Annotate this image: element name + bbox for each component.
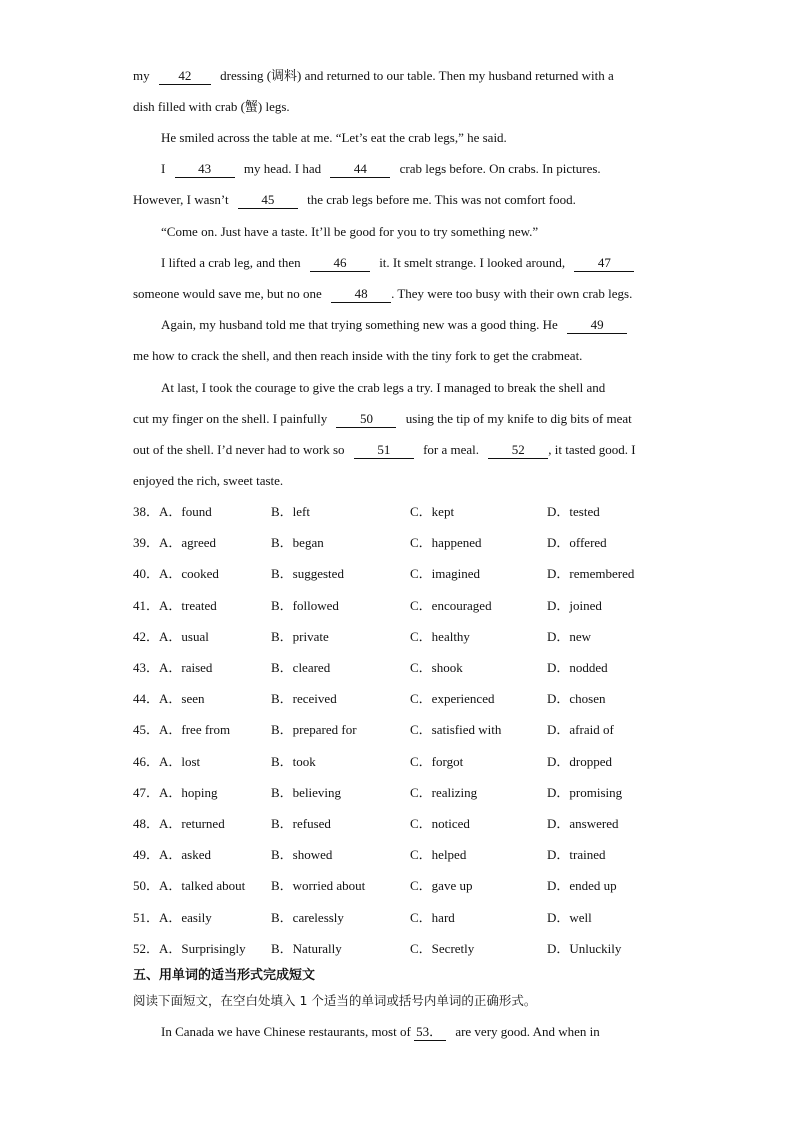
option-b[interactable]: B．followed xyxy=(271,597,339,613)
text: using the tip of my knife to dig bits of meat xyxy=(405,411,632,426)
option-c[interactable]: C．realizing xyxy=(410,784,478,800)
option-d[interactable]: D．well xyxy=(547,909,592,925)
option-c[interactable]: C．happened xyxy=(410,535,482,551)
option-b[interactable]: B．left xyxy=(271,504,310,519)
option-a[interactable]: 52．A．Surprisingly xyxy=(133,940,246,956)
option-row xyxy=(133,504,693,520)
text: cut my finger on the shell. I painfully xyxy=(133,411,328,426)
option-b[interactable]: B．carelessly xyxy=(271,909,344,925)
option-c[interactable]: C．shook xyxy=(410,660,463,675)
text: out of the shell. I’d never had to work so xyxy=(133,442,345,457)
text: . They were too busy with their own crab legs. xyxy=(391,286,633,301)
option-row xyxy=(133,722,693,738)
option-c[interactable]: C．imagined xyxy=(410,566,481,582)
blank-53[interactable]: 53． xyxy=(414,1024,446,1041)
passage-line: He smiled across the table at me. “Let’s eat the crab legs,” he said. xyxy=(161,130,507,145)
option-row xyxy=(133,535,693,551)
option-c[interactable]: C．forgot xyxy=(410,753,464,769)
option-d[interactable]: D．joined xyxy=(547,597,602,613)
option-d[interactable]: D．promising xyxy=(547,784,623,800)
text: are very good. And when in xyxy=(455,1024,600,1039)
option-row xyxy=(133,629,693,645)
option-c[interactable]: C．helped xyxy=(410,847,467,863)
text: the crab legs before me. This was not comfort food. xyxy=(307,192,576,207)
text: I lifted a crab leg, and then xyxy=(161,255,301,270)
text: , it tasted good. I xyxy=(548,442,636,457)
blank-45[interactable]: 45 xyxy=(238,192,298,209)
option-d[interactable]: D．answered xyxy=(547,816,619,831)
option-a[interactable]: 44．A．seen xyxy=(133,691,205,707)
option-d[interactable]: D．nodded xyxy=(547,660,608,675)
blank-50[interactable]: 50 xyxy=(336,411,396,428)
blank-48[interactable]: 48 xyxy=(331,286,391,303)
text: for a meal. xyxy=(423,442,480,457)
option-c[interactable]: C．gave up xyxy=(410,878,473,894)
option-b[interactable]: B．Naturally xyxy=(271,940,342,956)
option-b[interactable]: B．refused xyxy=(271,816,331,831)
option-c[interactable]: C．satisfied with xyxy=(410,722,502,738)
blank-46[interactable]: 46 xyxy=(310,255,370,272)
passage-line xyxy=(133,192,576,209)
option-row xyxy=(133,598,693,614)
option-row xyxy=(133,910,693,926)
option-d[interactable]: D．ended up xyxy=(547,878,617,894)
passage-line xyxy=(133,442,636,459)
option-c[interactable]: C．hard xyxy=(410,909,455,925)
passage-line xyxy=(161,317,633,334)
option-b[interactable]: B．believing xyxy=(271,784,342,800)
option-row xyxy=(133,754,693,770)
blank-52[interactable]: 52 xyxy=(488,442,548,459)
option-d[interactable]: D．offered xyxy=(547,535,607,551)
option-b[interactable]: B．began xyxy=(271,535,324,551)
option-b[interactable]: B．worried about xyxy=(271,878,366,894)
blank-42[interactable]: 42 xyxy=(159,68,211,85)
text: I xyxy=(161,161,166,176)
option-row xyxy=(133,878,693,894)
blank-51[interactable]: 51 xyxy=(354,442,414,459)
option-d[interactable]: D．trained xyxy=(547,847,606,863)
option-d[interactable]: D．chosen xyxy=(547,691,606,707)
text: Again, my husband told me that trying something new was a good thing. He xyxy=(161,317,558,332)
option-d[interactable]: D．remembered xyxy=(547,566,635,582)
text: However, I wasn’t xyxy=(133,192,229,207)
option-a[interactable]: 39．A．agreed xyxy=(133,535,217,551)
option-a[interactable]: 51．A．easily xyxy=(133,909,212,925)
option-b[interactable]: B．cleared xyxy=(271,660,331,675)
option-a[interactable]: 38．A．found xyxy=(133,504,212,519)
option-row xyxy=(133,816,693,832)
passage-line: me how to crack the shell, and then reach inside with the tiny fork to get the crabmeat. xyxy=(133,348,583,363)
blank-44[interactable]: 44 xyxy=(330,161,390,178)
text: someone would save me, but no one xyxy=(133,286,322,301)
option-c[interactable]: C．encouraged xyxy=(410,597,492,613)
option-d[interactable]: D．dropped xyxy=(547,753,612,769)
option-row xyxy=(133,566,693,582)
section-title: 五、用单词的适当形式完成短文 xyxy=(133,968,316,983)
option-b[interactable]: B．suggested xyxy=(271,566,344,582)
option-c[interactable]: C．Secretly xyxy=(410,940,475,956)
option-b[interactable]: B．showed xyxy=(271,847,333,863)
text: crab legs before. On crabs. In pictures. xyxy=(399,161,601,176)
option-d[interactable]: D．Unluckily xyxy=(547,940,622,956)
option-c[interactable]: C．noticed xyxy=(410,816,470,831)
option-b[interactable]: B．received xyxy=(271,691,337,707)
text: In Canada we have Chinese restaurants, most of xyxy=(161,1024,411,1039)
option-a[interactable]: 45．A．free from xyxy=(133,722,231,738)
option-a[interactable]: 46．A．lost xyxy=(133,753,201,769)
section-instruction: 阅读下面短文，在空白处填入 1 个适当的单词或括号内单词的正确形式。 xyxy=(133,993,537,1008)
passage-line: At last, I took the courage to give the crab legs a try. I managed to break the shell and xyxy=(161,380,606,395)
blank-43[interactable]: 43 xyxy=(175,161,235,178)
option-c[interactable]: C．experienced xyxy=(410,691,495,707)
option-row xyxy=(133,785,693,801)
passage-line: dish filled with crab (蟹) legs. xyxy=(133,99,290,114)
passage-line xyxy=(161,1024,600,1041)
passage-line xyxy=(133,411,632,428)
option-d[interactable]: D．tested xyxy=(547,504,600,519)
option-b[interactable]: B．took xyxy=(271,753,316,769)
text: dressing (调料) and returned to our table. Then my husband returned with a xyxy=(220,68,614,83)
option-a[interactable]: 43．A．raised xyxy=(133,660,213,675)
option-d[interactable]: D．afraid of xyxy=(547,722,614,738)
text: my head. I had xyxy=(243,161,322,176)
blank-49[interactable]: 49 xyxy=(567,317,627,334)
option-row xyxy=(133,847,693,863)
passage-line xyxy=(133,68,614,85)
passage-line: enjoyed the rich, sweet taste. xyxy=(133,473,284,488)
option-row xyxy=(133,691,693,707)
option-d[interactable]: D．new xyxy=(547,628,592,644)
blank-47[interactable]: 47 xyxy=(574,255,634,272)
passage-line xyxy=(161,255,640,272)
option-c[interactable]: C．healthy xyxy=(410,628,470,644)
option-b[interactable]: B．prepared for xyxy=(271,722,357,738)
passage-line xyxy=(133,286,632,303)
option-a[interactable]: 49．A．asked xyxy=(133,847,211,863)
passage-line: “Come on. Just have a taste. It’ll be good for you to try something new.” xyxy=(161,224,539,239)
text: my xyxy=(133,68,150,83)
passage-line xyxy=(161,161,601,178)
option-a[interactable]: 42．A．usual xyxy=(133,628,209,644)
option-row xyxy=(133,660,693,676)
option-row xyxy=(133,941,693,957)
option-a[interactable]: 41．A．treated xyxy=(133,597,217,613)
text: it. It smelt strange. I looked around, xyxy=(379,255,566,270)
option-a[interactable]: 48．A．returned xyxy=(133,816,225,831)
option-b[interactable]: B．private xyxy=(271,628,329,644)
option-a[interactable]: 50．A．talked about xyxy=(133,878,246,894)
option-a[interactable]: 47．A．hoping xyxy=(133,784,218,800)
option-c[interactable]: C．kept xyxy=(410,504,455,519)
option-a[interactable]: 40．A．cooked xyxy=(133,566,219,582)
